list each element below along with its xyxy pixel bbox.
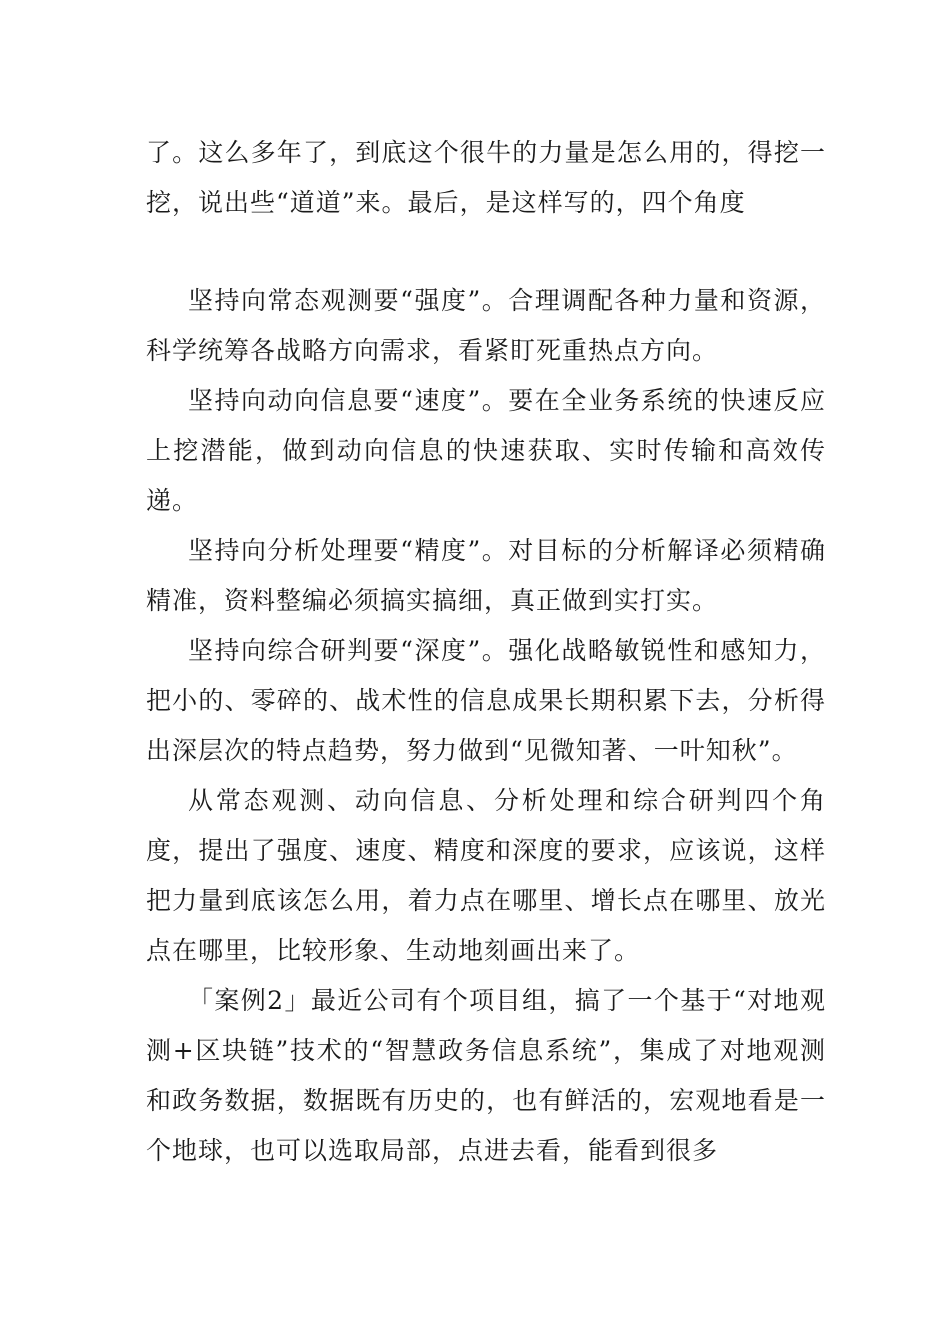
continuation-block: [146, 128, 826, 228]
paragraph-case-2: 「案例2」最近公司有个项目组，搞了一个基于“对地观测+区块链”技术的“智慧政务信息系统”，集成了对地观测和政务数据，数据既有历史的，也有鲜活的，宏观地看是一个地球，也可以选取局部，点进去看，能看到很多: [146, 986, 826, 1165]
paragraph-depth: 坚持向综合研判要“深度”。强化战略敏锐性和感知力，把小的、零碎的、战术性的信息成果长期积累下去，分析得出深层次的特点趋势，努力做到“见微知著、一叶知秋”。: [146, 636, 826, 765]
body-block: [146, 276, 826, 1176]
continuation-paragraph: 了。这么多年了，到底这个很牛的力量是怎么用的，得挖一挖，说出些“道道”来。最后，是这样写的，四个角度: [146, 138, 826, 217]
paragraph-speed: 坚持向动向信息要“速度”。要在全业务系统的快速反应上挖潜能，做到动向信息的快速获取、实时传输和高效传递。: [146, 386, 826, 515]
paragraph-precision: 坚持向分析处理要“精度”。对目标的分析解译必须精确精准，资料整编必须搞实搞细，真正做到实打实。: [146, 536, 826, 615]
paragraph-summary: 从常态观测、动向信息、分析处理和综合研判四个角度，提出了强度、速度、精度和深度的要求，应该说，这样把力量到底该怎么用，着力点在哪里、增长点在哪里、放光点在哪里，比较形象、生动地刻画出来了。: [146, 786, 826, 965]
paragraph-strength: 坚持向常态观测要“强度”。合理调配各种力量和资源，科学统筹各战略方向需求，看紧盯死重热点方向。: [146, 286, 826, 365]
